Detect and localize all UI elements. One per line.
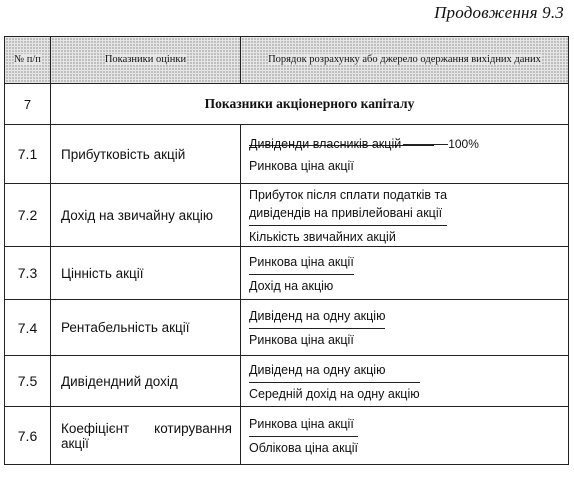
table-caption: Продовження 9.3 bbox=[434, 3, 564, 22]
formula bbox=[241, 125, 569, 184]
section-row bbox=[5, 84, 569, 125]
fraction-numerator: Дивіденди власників акцій 100% bbox=[249, 136, 479, 151]
row-num: 7.6 bbox=[5, 407, 51, 465]
multiplier: 100% bbox=[448, 136, 479, 151]
formula bbox=[241, 407, 569, 465]
table-row bbox=[5, 247, 569, 300]
fraction bbox=[249, 253, 354, 294]
fraction bbox=[249, 186, 447, 245]
fraction-denominator: Дохід на акцію bbox=[249, 274, 354, 294]
fraction bbox=[249, 135, 479, 174]
row-num: 7.4 bbox=[5, 300, 51, 356]
row-num: 7.5 bbox=[5, 356, 51, 407]
fraction-denominator: Облікова ціна акції bbox=[249, 436, 358, 456]
formula bbox=[241, 247, 569, 300]
table-row bbox=[5, 356, 569, 407]
formula bbox=[241, 300, 569, 356]
fraction-numerator: Дивіденд на одну акцію bbox=[249, 309, 386, 323]
fraction-numerator: Ринкова ціна акції bbox=[249, 417, 354, 431]
table-row bbox=[5, 300, 569, 356]
section-title: Показники акціонерного капіталу bbox=[51, 84, 569, 125]
header-indicator: Показники оцінки bbox=[51, 37, 241, 84]
fraction bbox=[249, 415, 358, 456]
formula bbox=[241, 184, 569, 247]
indicator-name: Дохід на звичайну акцію bbox=[51, 184, 241, 247]
indicators-table bbox=[4, 36, 569, 465]
fraction-denominator: Ринкова ціна акції bbox=[249, 145, 434, 174]
table-header-row bbox=[5, 37, 569, 84]
indicator-name: Цінність акції bbox=[51, 247, 241, 300]
table-row bbox=[5, 184, 569, 247]
row-num: 7.1 bbox=[5, 125, 51, 184]
indicator-name: Прибутковість акцій bbox=[51, 125, 241, 184]
fraction-numerator: Ринкова ціна акції bbox=[249, 254, 354, 269]
formula bbox=[241, 356, 569, 407]
fraction-denominator: Ринкова ціна акції bbox=[249, 328, 385, 348]
indicator-name: Коефіцієнт котирування акції bbox=[51, 407, 241, 465]
row-num: 7.2 bbox=[5, 184, 51, 247]
table-row bbox=[5, 407, 569, 465]
section-num: 7 bbox=[5, 84, 51, 125]
fraction-numerator: Прибуток після сплати податків та дивідендів на привілейовані акції bbox=[249, 187, 448, 220]
fraction-denominator: Кількість звичайних акцій bbox=[249, 225, 447, 245]
fraction-denominator: Середній дохід на одну акцію bbox=[249, 382, 420, 402]
fraction bbox=[249, 361, 420, 402]
table-row bbox=[5, 125, 569, 184]
fraction-numerator: Дивіденд на одну акцію bbox=[249, 362, 386, 377]
indicator-name: Рентабельність акції bbox=[51, 300, 241, 356]
row-num: 7.3 bbox=[5, 247, 51, 300]
indicator-name: Дивідендний дохід bbox=[51, 356, 241, 407]
fraction bbox=[249, 307, 385, 348]
header-method: Порядок розрахунку або джерело одержання вихідних даних bbox=[241, 37, 569, 84]
header-num: № п/п bbox=[5, 37, 51, 84]
